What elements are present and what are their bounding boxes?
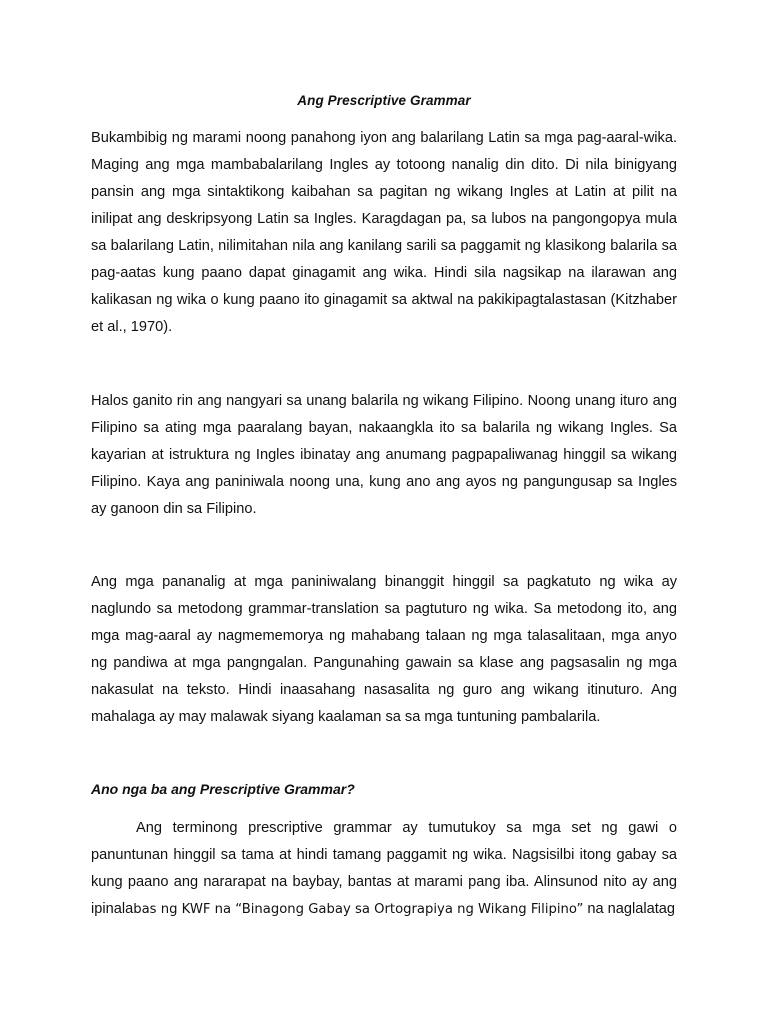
- paragraph-filipino-grammar: Halos ganito rin ang nangyari sa unang balarila ng wikang Filipino. Noong unang ituro ang Filipino sa ating mga paaralang bayan, nakaangkla ito sa balarila ng wikang Ingles. Sa kayarian at istruktura ng Ingles ibinatay ang anumang pagpapaliwanag hinggil sa wikang Filipino. Kaya ang paniniwala noong una, kung ano ang ayos ng pangungusap sa Ingles ay ganoon din sa Filipino.: [91, 393, 677, 517]
- section-subheading: Ano nga ba ang Prescriptive Grammar?: [91, 781, 355, 797]
- paragraph-grammar-translation: Ang mga pananalig at mga paniniwalang binanggit hinggil sa pagkatuto ng wika ay naglundo sa metodong grammar-translation sa pagtuturo ng wika. Sa metodong ito, ang mga mag-aaral ay nagmememorya ng mahabang talaan ng mga talasalitaan, mga anyo ng pandiwa at mga pangngalan. Pangunahing gawain sa klase ang pagsasalin ng mga nakasulat na teksto. Hindi inaasahang nasasalita ng guro ang wikang itinuturo. Ang mahalaga ay may malawak siyang kaalaman sa sa mga tuntuning pambalarila.: [91, 574, 677, 725]
- paragraph-text-part: Ang terminong prescriptive grammar ay tumutukoy sa mga set ng gawi o panuntunan hinggil sa tama at hindi tamang paggamit ng wika. Nagsisilbi itong gabay sa kung paano ang nararapat na baybay, bantas at marami pang iba. Alinsunod nito ay ang ipinala: [91, 820, 677, 917]
- paragraph-latin-grammar: Bukambibig ng marami noong panahong iyon ang balarilang Latin sa mga pag-aaral-wika. Maging ang mga mambabalarilang Ingles ay totoong nanalig din dito. Di nila binigyang pansin ang mga sintaktikong kaibahan sa pagitan ng wikang Ingles at Latin at pilit na inilipat ang deskripsyong Latin sa Ingles. Karagdagan pa, sa lubos na pangongopya mula sa balarilang Latin, nilimitahan nila ang kanilang sarili sa paggamit ng klasikong balarila sa pag-aatas kung paano dapat ginagamit ang wika. Hindi sila nagsikap na ilarawan ang kalikasan ng wika o kung paano ito ginagamit sa aktwal na pakikipagtalastasan (Kitzhaber et al., 1970).: [91, 130, 677, 335]
- kwf-guide-reference: bas ng KWF na “Binagong Gabay sa Ortograpiya ng Wikang Filipino”: [133, 902, 584, 917]
- paragraph-prescriptive-definition: [91, 815, 677, 923]
- paragraph-text-end: na naglalatag: [583, 901, 676, 917]
- document-title: Ang Prescriptive Grammar: [297, 93, 471, 108]
